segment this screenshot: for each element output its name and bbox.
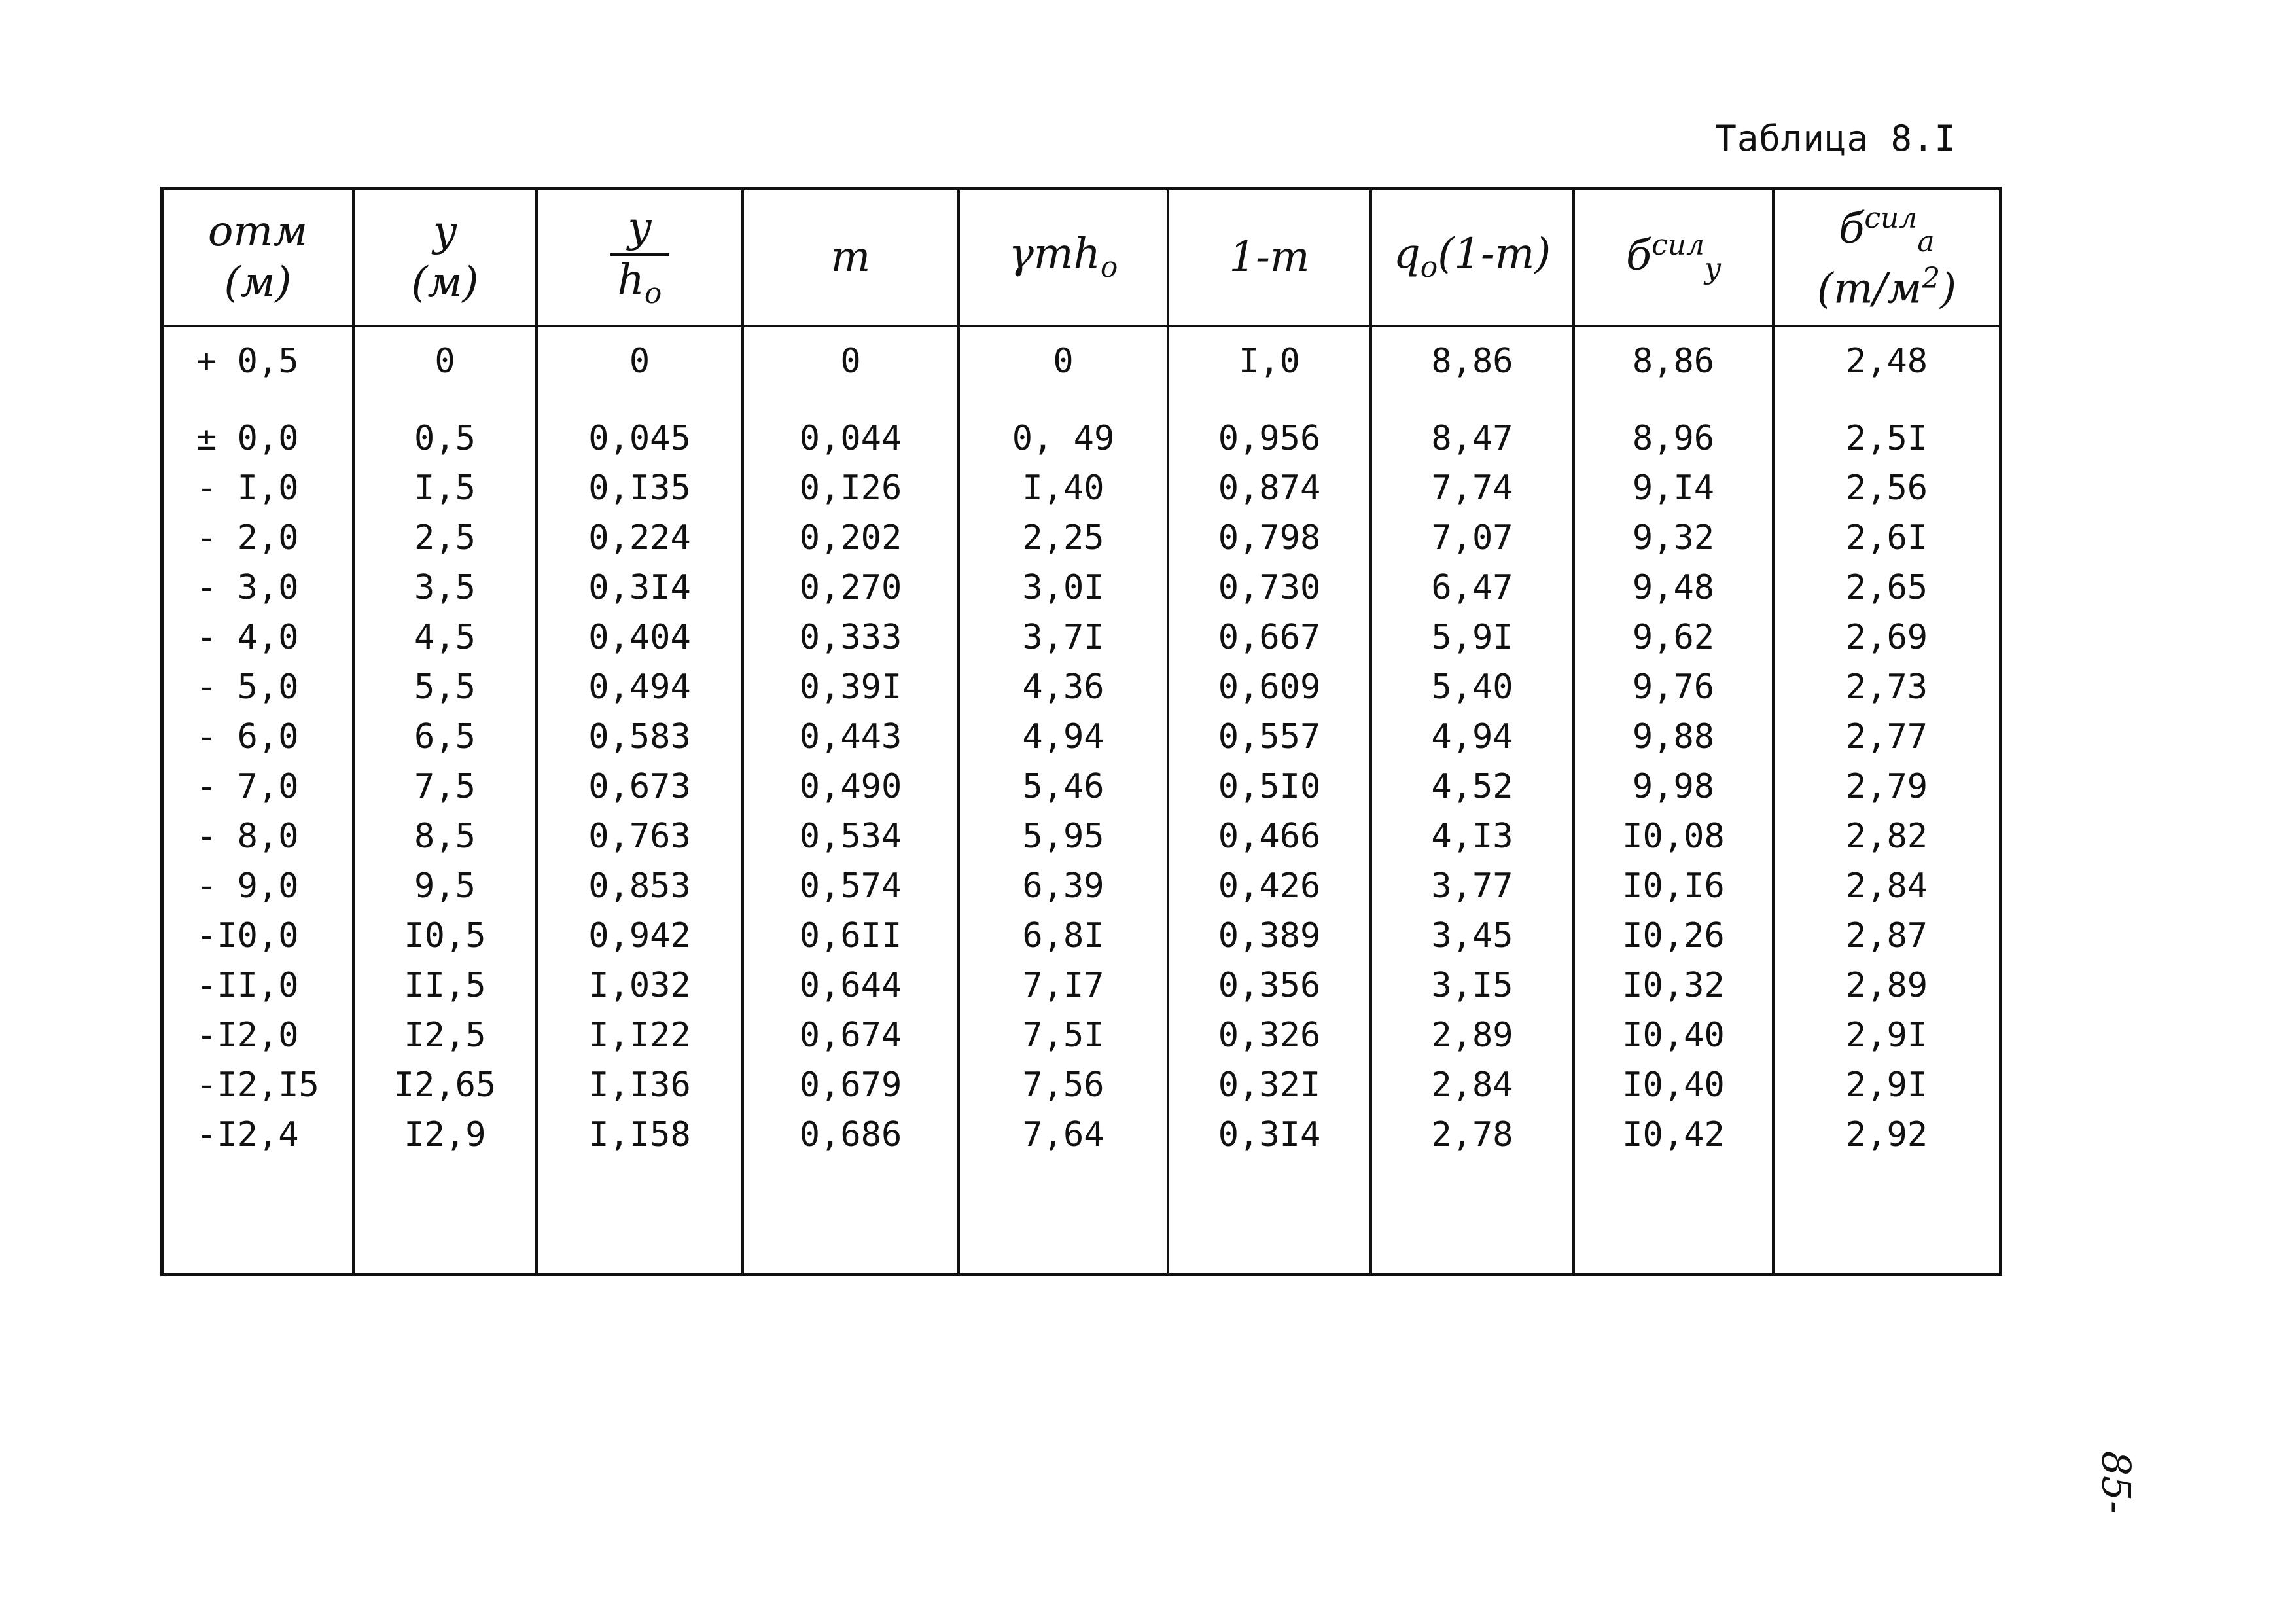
table-cell: 0,443 (743, 712, 959, 762)
table-cell: I0,42 (1574, 1110, 1773, 1160)
header-y-unit: (м) (411, 258, 479, 307)
header-gamma-label: γmh (1008, 230, 1101, 278)
table-cell: 2,73 (1845, 668, 1928, 707)
table-cell: 0,39I (743, 662, 959, 712)
header-gamma-m-h0 (959, 190, 1168, 326)
table-cell: I0,08 (1574, 812, 1773, 861)
table-cell: - 9,0 (164, 861, 353, 911)
table-cell: 5,9I (1371, 613, 1574, 662)
header-y (353, 190, 537, 326)
table-caption: Таблица 8.I (1715, 118, 1956, 159)
data-table-frame (160, 187, 2002, 1276)
table-cell: 9,98 (1574, 762, 1773, 812)
header-sigma-a-symbol: б (1839, 204, 1865, 253)
table-cell: 0,466 (1168, 812, 1371, 861)
table-cell: 4,5 (353, 613, 537, 662)
header-sigma-a (1773, 190, 1999, 326)
table-cell: 0,270 (743, 563, 959, 613)
header-elevation-label: отм (207, 207, 308, 257)
table-cell: 2,65 (1845, 568, 1928, 607)
header-y-label: y (433, 207, 457, 257)
header-sigma-a-subscript: a (1917, 225, 1935, 259)
table-cell: I2,9 (353, 1110, 537, 1160)
table-cell: 2,92 (1845, 1115, 1928, 1154)
table-row (164, 961, 1999, 1010)
table-cell: 7,74 (1371, 463, 1574, 513)
table-cell: I0,32 (1574, 961, 1773, 1010)
table-cell: 3,0I (959, 563, 1168, 613)
table-body (164, 326, 1999, 1273)
header-q0 (1371, 190, 1574, 326)
table-cell: 0,686 (743, 1110, 959, 1160)
table-row (164, 911, 1999, 961)
table-cell: 0,644 (743, 961, 959, 1010)
table-cell: 8,86 (1574, 326, 1773, 414)
table-cell: I,40 (959, 463, 1168, 513)
table-cell: I2,5 (353, 1010, 537, 1060)
table-cell: I2,65 (353, 1060, 537, 1110)
table-cell: 0,798 (1168, 513, 1371, 563)
table-cell: 4,I3 (1371, 812, 1574, 861)
header-h-symbol: h (617, 255, 645, 304)
table-cell: 2,9I (1845, 1016, 1928, 1055)
table-cell: 8,5 (353, 812, 537, 861)
header-sigma-symbol: б (1626, 231, 1652, 280)
table-empty-cell (1773, 1160, 1999, 1273)
table-cell: I,032 (537, 961, 743, 1010)
table-empty-cell (743, 1160, 959, 1273)
table-cell: 0,32I (1168, 1060, 1371, 1110)
table-cell: 0,673 (537, 762, 743, 812)
table-cell: I,5 (353, 463, 537, 513)
table-row (164, 662, 1999, 712)
table-cell: 0,853 (537, 861, 743, 911)
table-cell: 0,942 (537, 911, 743, 961)
table-cell: 0,3I4 (1168, 1110, 1371, 1160)
table-cell: I0,I6 (1574, 861, 1773, 911)
table-cell: -II,0 (164, 961, 353, 1010)
table-cell: 8,96 (1574, 414, 1773, 463)
table-cell: 0,202 (743, 513, 959, 563)
table-cell: - 7,0 (164, 762, 353, 812)
table-cell: I0,5 (353, 911, 537, 961)
header-y-over-h0 (537, 190, 743, 326)
table-empty-cell (164, 1160, 353, 1273)
table-cell: 0,5I0 (1168, 762, 1371, 812)
header-unit-close: ) (1940, 264, 1957, 313)
table-cell: 9,5 (353, 861, 537, 911)
table-cell: 0 (743, 326, 959, 414)
table-cell: 2,5I (1845, 419, 1928, 458)
table-cell: 0,583 (537, 712, 743, 762)
table-cell: 7,64 (959, 1110, 1168, 1160)
table-cell: I0,40 (1574, 1010, 1773, 1060)
table-cell: -I2,4 (164, 1110, 353, 1160)
table-cell: 5,46 (959, 762, 1168, 812)
table-cell: 9,48 (1574, 563, 1773, 613)
table-cell: 0,389 (1168, 911, 1371, 961)
table-cell: -I2,0 (164, 1010, 353, 1060)
table-empty-cell (353, 1160, 537, 1273)
table-cell: 0,557 (1168, 712, 1371, 762)
table-cell: 2,84 (1371, 1060, 1574, 1110)
table-row (164, 861, 1999, 911)
table-cell: I,I22 (537, 1010, 743, 1060)
table-cell: 9,88 (1574, 712, 1773, 762)
table-cell: 7,07 (1371, 513, 1574, 563)
table-row (164, 513, 1999, 563)
table-cell: 0,534 (743, 812, 959, 861)
table-cell: - 4,0 (164, 613, 353, 662)
table-cell: 5,40 (1371, 662, 1574, 712)
table-cell: 2,78 (1371, 1110, 1574, 1160)
table-cell: 9,I4 (1574, 463, 1773, 513)
table-cell: 8,86 (1371, 326, 1574, 414)
header-m (743, 190, 959, 326)
table-cell: 7,5 (353, 762, 537, 812)
table-cell: 0,6II (743, 911, 959, 961)
table-cell: 0,763 (537, 812, 743, 861)
table-empty-cell (1371, 1160, 1574, 1273)
table-cell: 0,667 (1168, 613, 1371, 662)
header-h-subscript: o (644, 276, 662, 310)
table-row (164, 613, 1999, 662)
header-unit-base: (т/м (1816, 264, 1922, 313)
table-row (164, 1060, 1999, 1110)
table-empty-cell (1168, 1160, 1371, 1273)
table-cell: 8,47 (1371, 414, 1574, 463)
header-one-minus-m-label: 1-m (1229, 232, 1310, 281)
table-cell: I,I36 (537, 1060, 743, 1110)
table-cell: 3,7I (959, 613, 1168, 662)
table-cell: 0,679 (743, 1060, 959, 1110)
table-row (164, 812, 1999, 861)
header-elevation-unit: (м) (224, 258, 292, 307)
header-unit-power: 2 (1922, 262, 1941, 296)
table-cell: II,5 (353, 961, 537, 1010)
table-cell: 2,82 (1845, 817, 1928, 856)
table-cell: 2,5 (353, 513, 537, 563)
table-cell: 2,87 (1845, 916, 1928, 955)
table-cell: 2,56 (1845, 469, 1928, 508)
table-cell: 3,5 (353, 563, 537, 613)
header-sigma-y (1574, 190, 1773, 326)
table-cell: 5,5 (353, 662, 537, 712)
table-cell: 2,9I (1845, 1065, 1928, 1105)
table-cell: 0,490 (743, 762, 959, 812)
table-cell: 0,045 (537, 414, 743, 463)
table-cell: 2,89 (1371, 1010, 1574, 1060)
page-number: 85- (2093, 1450, 2139, 1514)
table-cell: 7,I7 (959, 961, 1168, 1010)
table-row (164, 414, 1999, 463)
table-cell: 6,39 (959, 861, 1168, 911)
table-cell: -I0,0 (164, 911, 353, 961)
table-cell: 5,95 (959, 812, 1168, 861)
table-cell: - 8,0 (164, 812, 353, 861)
table-cell: 0,609 (1168, 662, 1371, 712)
table-cell: 0,874 (1168, 463, 1371, 513)
table-cell: - I,0 (164, 463, 353, 513)
table-cell: 0,956 (1168, 414, 1371, 463)
table-cell: 9,76 (1574, 662, 1773, 712)
table-cell: 0,3I4 (537, 563, 743, 613)
table-row (164, 563, 1999, 613)
table-cell: 2,6I (1845, 518, 1928, 558)
table-cell: 6,5 (353, 712, 537, 762)
table-cell: I,I58 (537, 1110, 743, 1160)
header-fraction-denominator (542, 255, 737, 310)
header-q-subscript: o (1420, 250, 1438, 284)
header-one-minus-m (1168, 190, 1371, 326)
table-cell: 0,5 (353, 414, 537, 463)
table-cell: 0, 49 (959, 414, 1168, 463)
table-cell: 4,94 (1371, 712, 1574, 762)
table-cell: 4,36 (959, 662, 1168, 712)
table-cell: 2,69 (1845, 618, 1928, 657)
table-row (164, 712, 1999, 762)
table-cell: 0,730 (1168, 563, 1371, 613)
table-cell: - 5,0 (164, 662, 353, 712)
table-empty-row (164, 1160, 1999, 1273)
table-cell: I0,26 (1574, 911, 1773, 961)
table-row (164, 463, 1999, 513)
table-cell: 0,333 (743, 613, 959, 662)
table-cell: 2,84 (1845, 866, 1928, 906)
header-sigma-a-superscript: сил (1864, 202, 1918, 236)
table-cell: 2,79 (1845, 767, 1928, 806)
table-cell: 7,5I (959, 1010, 1168, 1060)
header-m-label: m (830, 232, 871, 281)
table-cell: + 0,5 (164, 326, 353, 414)
table-cell: I,0 (1168, 326, 1371, 414)
table-row (164, 1010, 1999, 1060)
table-cell: 0 (353, 326, 537, 414)
table-row (164, 326, 1999, 414)
table-cell: 6,8I (959, 911, 1168, 961)
table-cell: 9,62 (1574, 613, 1773, 662)
table-cell: 0,224 (537, 513, 743, 563)
table-cell: 0,574 (743, 861, 959, 911)
table-cell: 0 (959, 326, 1168, 414)
table-cell: 0,674 (743, 1010, 959, 1060)
header-sigma-superscript: сил (1651, 228, 1705, 262)
table-empty-cell (537, 1160, 743, 1273)
table-cell: 7,56 (959, 1060, 1168, 1110)
table-empty-cell (959, 1160, 1168, 1273)
table-cell: 0,I26 (743, 463, 959, 513)
table-cell: 6,47 (1371, 563, 1574, 613)
table-cell: -I2,I5 (164, 1060, 353, 1110)
table-cell: 2,77 (1845, 717, 1928, 757)
table-cell: 2,25 (959, 513, 1168, 563)
header-gamma-subscript: o (1100, 250, 1118, 284)
table-cell: 0,356 (1168, 961, 1371, 1010)
table-cell: 3,45 (1371, 911, 1574, 961)
header-sigma-a-unit (1778, 264, 1995, 312)
table-cell: ± 0,0 (164, 414, 353, 463)
header-sigma-subscript: y (1704, 252, 1721, 286)
table-cell: 4,94 (959, 712, 1168, 762)
header-elevation (164, 190, 353, 326)
table-cell: 3,77 (1371, 861, 1574, 911)
table-cell: 4,52 (1371, 762, 1574, 812)
table-cell: 0 (537, 326, 743, 414)
table-cell: I0,40 (1574, 1060, 1773, 1110)
table-cell: 3,I5 (1371, 961, 1574, 1010)
header-fraction-numerator: y (610, 206, 669, 255)
table-cell: 0,I35 (537, 463, 743, 513)
table-empty-cell (1574, 1160, 1773, 1273)
table-cell: - 2,0 (164, 513, 353, 563)
header-q-symbol: q (1393, 230, 1421, 278)
table-cell: 0,404 (537, 613, 743, 662)
table-cell: 0,494 (537, 662, 743, 712)
table-cell: 9,32 (1574, 513, 1773, 563)
table-cell: 0,326 (1168, 1010, 1371, 1060)
table-cell: 0,044 (743, 414, 959, 463)
table-cell: - 3,0 (164, 563, 353, 613)
header-row (164, 190, 1999, 326)
data-table (164, 190, 1999, 1273)
table-cell: 0,426 (1168, 861, 1371, 911)
table-cell: 2,89 (1845, 966, 1928, 1005)
table-row (164, 762, 1999, 812)
header-q-factor: (1-m) (1438, 230, 1551, 278)
table-row (164, 1110, 1999, 1160)
table-cell: 2,48 (1845, 342, 1928, 381)
table-cell: - 6,0 (164, 712, 353, 762)
